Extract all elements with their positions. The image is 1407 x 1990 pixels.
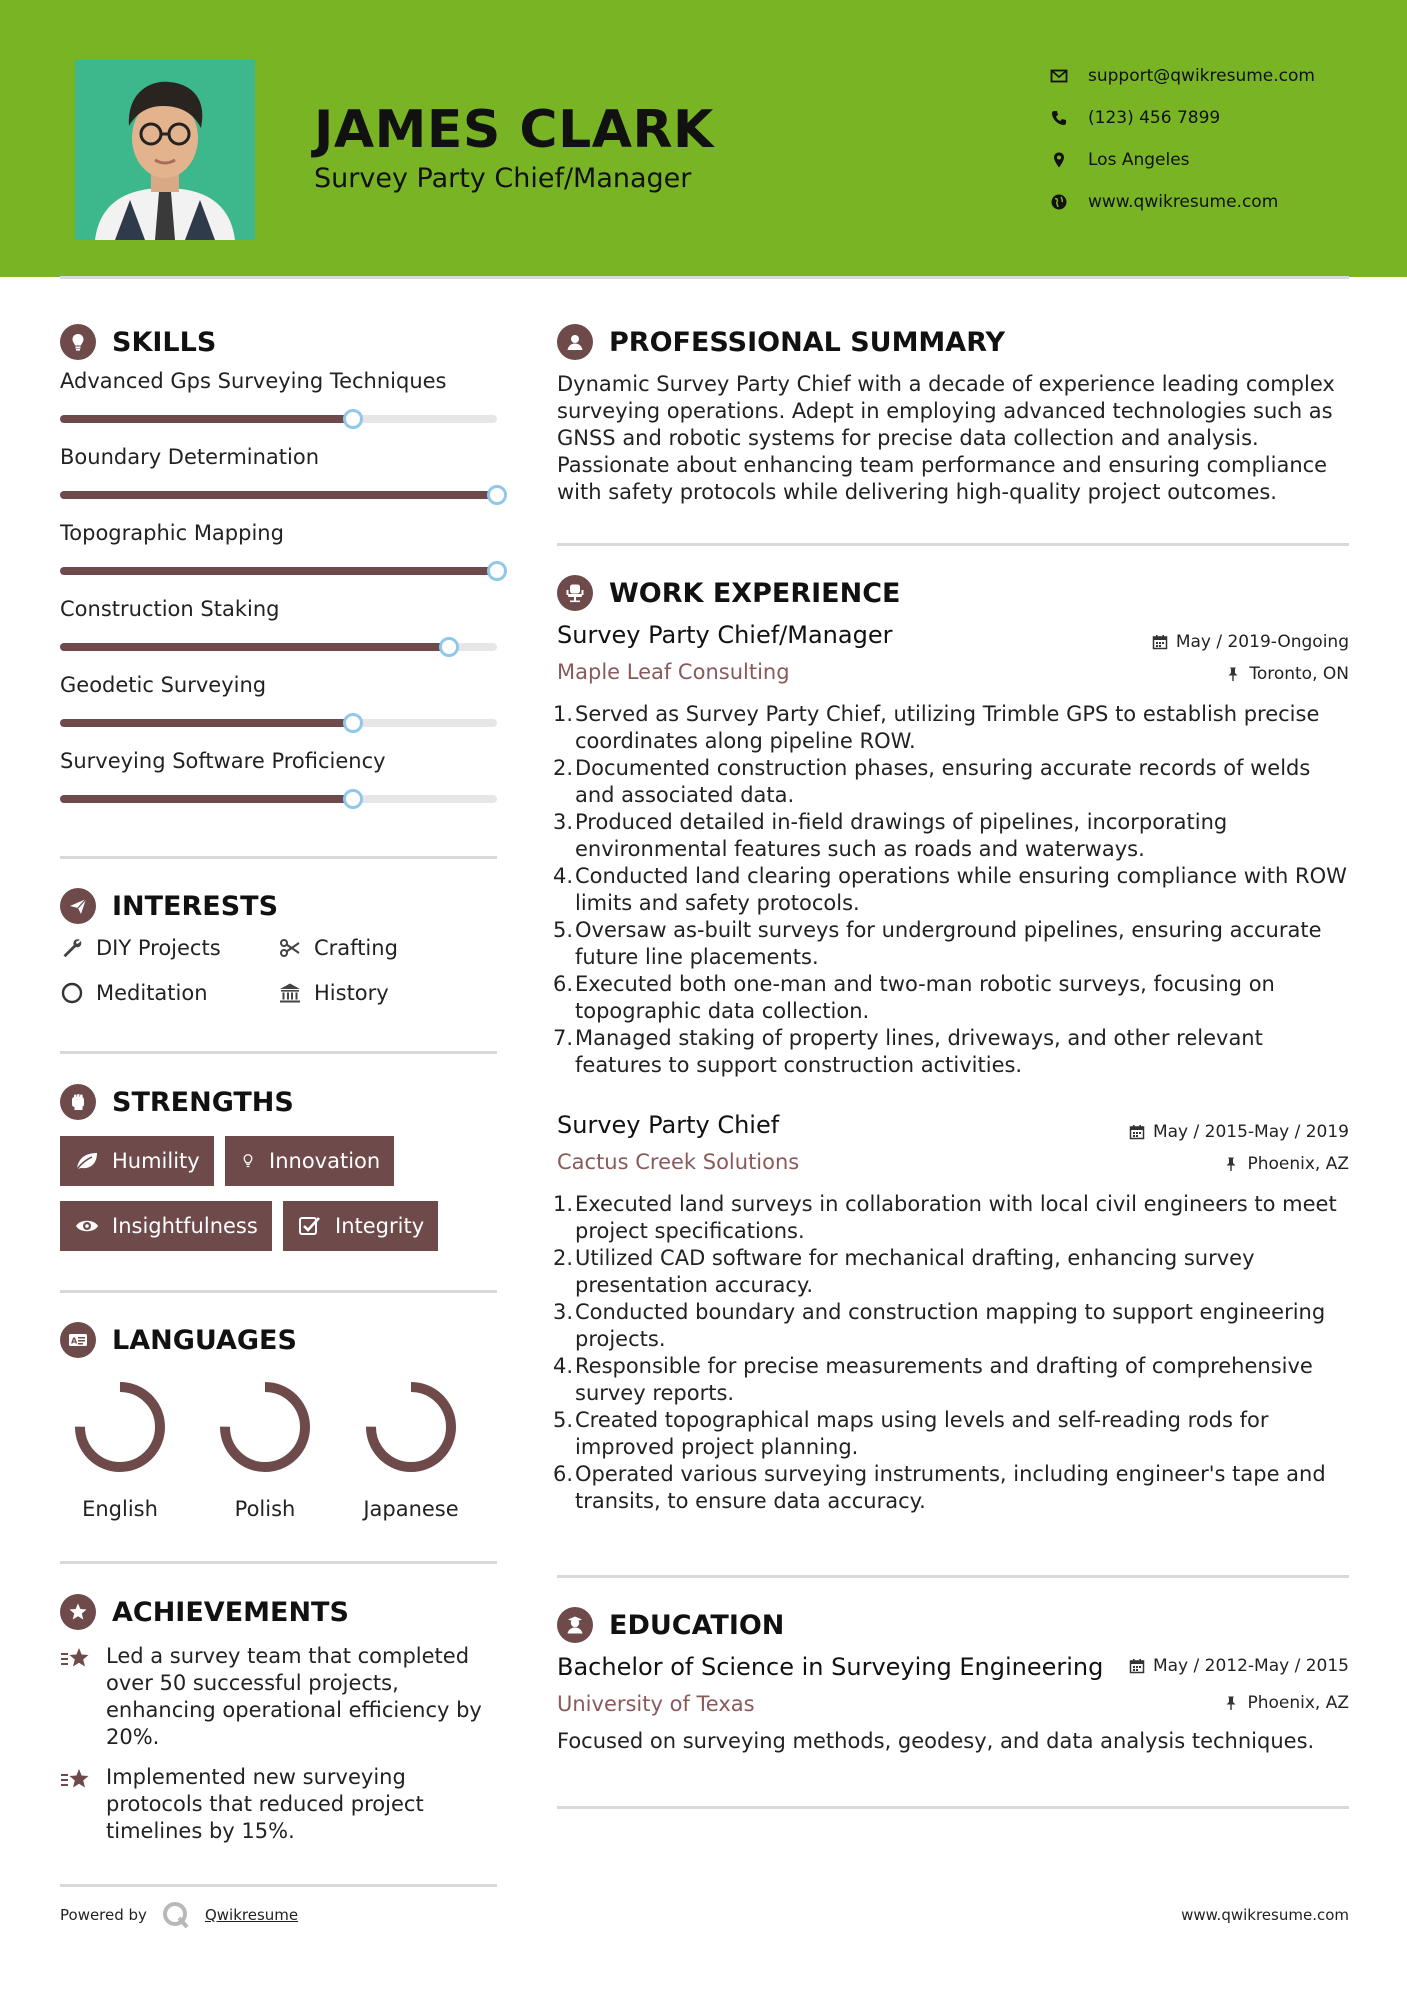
skill-bar-fill xyxy=(60,567,497,575)
paper-plane-icon xyxy=(60,888,96,924)
skill-level-knob xyxy=(343,409,363,429)
divider xyxy=(557,543,1349,546)
svg-text:A: A xyxy=(71,1336,78,1346)
calendar-icon xyxy=(1152,634,1168,650)
skill-bar xyxy=(60,719,497,727)
header-band xyxy=(0,0,1407,277)
skill-bar-fill xyxy=(60,643,449,651)
education-dates-text: May / 2012-May / 2015 xyxy=(1152,1656,1349,1676)
lightbulb-icon xyxy=(239,1150,257,1172)
interest-label: DIY Projects xyxy=(96,936,221,960)
contact-email-text: support@qwikresume.com xyxy=(1088,66,1315,86)
languages-title: LANGUAGES xyxy=(112,1324,297,1356)
skill-label: Geodetic Surveying xyxy=(60,673,267,697)
pushpin-icon xyxy=(1223,1156,1239,1172)
skill-bar xyxy=(60,491,497,499)
duty-item: Produced detailed in-field drawings of pipelines, incorporating environmental features such as roads and waterways. xyxy=(575,810,1228,861)
skill-bar xyxy=(60,795,497,803)
language-level-ring xyxy=(70,1377,170,1477)
skill-level-knob xyxy=(487,485,507,505)
strengths-title: STRENGTHS xyxy=(112,1086,294,1118)
strength-badge xyxy=(60,1201,272,1251)
phone-icon xyxy=(1050,109,1068,127)
degree-title: Bachelor of Science in Surveying Engineering xyxy=(557,1653,1104,1681)
strength-label: Innovation xyxy=(269,1149,381,1173)
id-card-icon xyxy=(60,1322,96,1358)
job-dates xyxy=(1129,1122,1349,1142)
scissors-icon xyxy=(278,936,302,960)
pushpin-icon xyxy=(1223,1695,1239,1711)
interest-label: History xyxy=(314,981,389,1005)
languages-heading xyxy=(60,1322,297,1358)
duty-item: Conducted land clearing operations while ensuring compliance with ROW limits and safety protocols. xyxy=(575,864,1347,915)
star-list-icon xyxy=(60,1766,92,1794)
strength-label: Integrity xyxy=(335,1214,425,1238)
contact-location xyxy=(1050,139,1315,181)
star-badge-icon xyxy=(60,1594,96,1630)
duty-item: Executed both one-man and two-man robotic surveys, focusing on topographic data collection. xyxy=(575,972,1275,1023)
office-chair-icon xyxy=(557,575,593,611)
divider xyxy=(60,856,497,859)
job-location xyxy=(1225,664,1349,684)
language-item xyxy=(195,1377,335,1521)
star-list-icon xyxy=(60,1645,92,1673)
divider xyxy=(60,1561,497,1564)
map-pin-icon xyxy=(1050,151,1068,169)
skill-item xyxy=(60,369,497,423)
skill-label: Advanced Gps Surveying Techniques xyxy=(60,369,447,393)
header-divider xyxy=(60,276,1349,279)
calendar-icon xyxy=(1129,1658,1145,1674)
interest-item xyxy=(278,936,398,960)
duty-item: Documented construction phases, ensuring accurate records of welds and associated data. xyxy=(575,756,1311,807)
skills-heading xyxy=(60,324,216,360)
user-icon xyxy=(557,324,593,360)
duty-item: Responsible for precise measurements and drafting of comprehensive survey reports. xyxy=(575,1354,1313,1405)
job-location xyxy=(1223,1154,1349,1174)
summary-heading xyxy=(557,324,1005,360)
skill-label: Boundary Determination xyxy=(60,445,320,469)
interest-item xyxy=(60,981,208,1005)
achievements-title: ACHIEVEMENTS xyxy=(112,1596,349,1628)
contact-phone[interactable] xyxy=(1050,97,1315,139)
strengths-heading xyxy=(60,1084,294,1120)
skill-bar-fill xyxy=(60,415,353,423)
language-level-ring xyxy=(361,1377,461,1477)
experience-heading xyxy=(557,575,900,611)
job-dates xyxy=(1152,632,1349,652)
qwikresume-logo-icon xyxy=(161,1900,191,1930)
skill-bar xyxy=(60,567,497,575)
achievement-text: Led a survey team that completed over 50 successful projects, enhancing operational efficiency by 20%. xyxy=(106,1644,482,1749)
skill-level-knob xyxy=(487,561,507,581)
skill-item xyxy=(60,597,497,651)
fist-icon xyxy=(60,1084,96,1120)
achievement-text: Implemented new surveying protocols that reduced project timelines by 15%. xyxy=(106,1765,424,1843)
contact-website-text: www.qwikresume.com xyxy=(1088,192,1279,212)
skill-label: Topographic Mapping xyxy=(60,521,284,545)
strength-badge xyxy=(60,1136,214,1186)
eye-icon xyxy=(74,1215,100,1237)
job-title: Survey Party Chief xyxy=(557,1111,780,1139)
interest-label: Meditation xyxy=(96,981,208,1005)
duty-item: Oversaw as-built surveys for underground pipelines, ensuring accurate future line placements. xyxy=(575,918,1322,969)
checkbox-icon xyxy=(297,1215,323,1237)
interests-title: INTERESTS xyxy=(112,890,279,922)
language-level-arc xyxy=(80,1387,160,1467)
duty-item: Conducted boundary and construction mapping to support engineering projects. xyxy=(575,1300,1326,1351)
contact-phone-text: (123) 456 7899 xyxy=(1088,108,1221,128)
museum-icon xyxy=(278,981,302,1005)
strength-badge xyxy=(225,1136,394,1186)
duty-item: Served as Survey Party Chief, utilizing Trimble GPS to establish precise coordinates along pipeline ROW. xyxy=(575,702,1320,753)
strength-badge xyxy=(283,1201,438,1251)
company-name: Cactus Creek Solutions xyxy=(557,1150,800,1174)
footer-powered xyxy=(60,1900,298,1930)
education-text: Focused on surveying methods, geodesy, and data analysis techniques. xyxy=(557,1729,1315,1753)
job-duties xyxy=(575,1191,1355,1515)
job-dates-text: May / 2015-May / 2019 xyxy=(1152,1122,1349,1142)
skill-item xyxy=(60,749,497,803)
strength-label: Insightfulness xyxy=(112,1214,258,1238)
circle-icon xyxy=(60,981,84,1005)
language-label: Japanese xyxy=(363,1497,459,1521)
job-location-text: Phoenix, AZ xyxy=(1247,1154,1349,1174)
pushpin-icon xyxy=(1225,666,1241,682)
skills-title: SKILLS xyxy=(112,326,217,358)
profile-photo xyxy=(75,60,255,240)
powered-by-text: Powered by xyxy=(60,1906,147,1924)
skill-item xyxy=(60,521,497,575)
contact-location-text: Los Angeles xyxy=(1088,150,1190,170)
education-dates xyxy=(1129,1656,1349,1676)
calendar-icon xyxy=(1129,1124,1145,1140)
summary-text: Dynamic Survey Party Chief with a decade of experience leading complex surveying operations. Adept in employing advanced technologies such as GNSS and robotic systems for precise data collection and analysis. Passionate about enhancing team performance and ensuring compliance with safety protocols while delivering high-quality project outcomes. xyxy=(557,372,1335,504)
envelope-icon xyxy=(1050,67,1068,85)
job-duties xyxy=(575,701,1355,1079)
language-level-ring xyxy=(215,1377,315,1477)
interest-item xyxy=(60,936,221,960)
qwikresume-link[interactable]: Qwikresume xyxy=(204,1906,299,1924)
education-heading xyxy=(557,1607,784,1643)
skill-item xyxy=(60,673,497,727)
language-label: Polish xyxy=(234,1497,296,1521)
education-title: EDUCATION xyxy=(609,1609,785,1641)
divider xyxy=(60,1290,497,1293)
skill-level-knob xyxy=(439,637,459,657)
experience-title: WORK EXPERIENCE xyxy=(609,577,901,609)
divider xyxy=(60,1884,497,1887)
duty-item: Operated various surveying instruments, including engineer's tape and transits, to ensure data accuracy. xyxy=(575,1462,1326,1513)
duty-item: Managed staking of property lines, driveways, and other relevant features to support construction activities. xyxy=(575,1026,1263,1077)
job-dates-text: May / 2019-Ongoing xyxy=(1175,632,1349,652)
skill-item xyxy=(60,445,497,499)
skill-level-knob xyxy=(343,789,363,809)
interest-label: Crafting xyxy=(314,936,398,960)
language-level-arc xyxy=(225,1387,305,1467)
company-name: Maple Leaf Consulting xyxy=(557,660,790,684)
duty-item: Utilized CAD software for mechanical drafting, enhancing survey presentation accuracy. xyxy=(575,1246,1255,1297)
achievement-item xyxy=(60,1643,497,1751)
skill-bar-fill xyxy=(60,491,497,499)
skill-label: Construction Staking xyxy=(60,597,280,621)
interest-item xyxy=(278,981,389,1005)
job-location-text: Toronto, ON xyxy=(1249,664,1349,684)
interests-heading xyxy=(60,888,278,924)
language-label: English xyxy=(82,1497,158,1521)
footer-website[interactable]: www.qwikresume.com xyxy=(1181,1906,1349,1924)
contact-email[interactable] xyxy=(1050,55,1315,97)
leaf-icon xyxy=(74,1150,100,1172)
job-title: Survey Party Chief/Manager xyxy=(557,621,893,649)
duty-item: Created topographical maps using levels and self-reading rods for improved project planning. xyxy=(575,1408,1269,1459)
skill-bar-fill xyxy=(60,719,353,727)
wrench-icon xyxy=(60,936,84,960)
education-location xyxy=(1223,1693,1349,1713)
summary-title: PROFESSIONAL SUMMARY xyxy=(609,326,1006,358)
school-name: University of Texas xyxy=(557,1692,755,1716)
divider xyxy=(60,1051,497,1054)
candidate-role: Survey Party Chief/Manager xyxy=(314,163,692,194)
language-level-arc xyxy=(371,1387,451,1467)
skill-bar xyxy=(60,415,497,423)
divider xyxy=(557,1575,1349,1578)
candidate-name: JAMES CLARK xyxy=(314,100,714,160)
duty-item: Executed land surveys in collaboration with local civil engineers to meet project specifications. xyxy=(575,1192,1337,1243)
skill-bar-fill xyxy=(60,795,353,803)
globe-icon xyxy=(1050,193,1068,211)
language-item xyxy=(341,1377,481,1521)
achievement-item xyxy=(60,1764,497,1845)
education-location-text: Phoenix, AZ xyxy=(1247,1693,1349,1713)
language-item xyxy=(50,1377,190,1521)
graduate-icon xyxy=(557,1607,593,1643)
contact-list xyxy=(1050,55,1315,223)
achievements-heading xyxy=(60,1594,349,1630)
contact-website[interactable] xyxy=(1050,181,1315,223)
divider xyxy=(557,1806,1349,1809)
skill-level-knob xyxy=(343,713,363,733)
skill-bar xyxy=(60,643,497,651)
strength-label: Humility xyxy=(112,1149,200,1173)
lightbulb-icon xyxy=(60,324,96,360)
skill-label: Surveying Software Proficiency xyxy=(60,749,386,773)
